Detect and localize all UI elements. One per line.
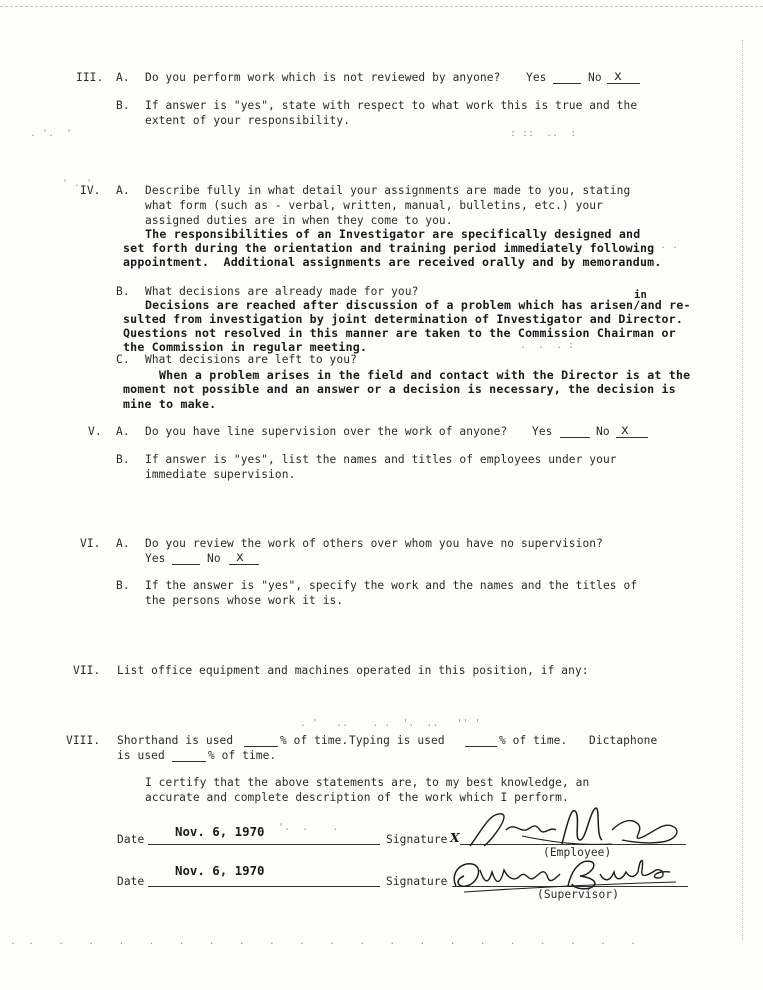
section-number-vii: VII. bbox=[73, 664, 101, 677]
typed-answer: Questions not resolved in this manner are taken to the Commission Chairman or bbox=[123, 326, 676, 340]
section-number-iv: IV. bbox=[80, 184, 101, 197]
question-text: Do you perform work which is not reviewed by anyone? bbox=[145, 71, 501, 84]
yes-blank bbox=[172, 564, 200, 565]
typed-answer: moment not possible and an answer or a decision is necessary, the decision is bbox=[123, 382, 676, 396]
question-text: If answer is "yes", list the names and titles of employees under your bbox=[145, 453, 617, 466]
question-text: Do you have line supervision over the work of anyone? bbox=[145, 425, 508, 438]
no-checkmark: x bbox=[621, 423, 629, 438]
question-text: the persons whose work it is. bbox=[145, 594, 344, 607]
shorthand-label: Shorthand is used bbox=[117, 734, 234, 747]
question-text: What decisions are left to you? bbox=[145, 353, 357, 366]
item-letter: A. bbox=[116, 184, 130, 197]
typed-answer: the Commission in regular meeting. bbox=[123, 340, 368, 354]
typed-answer: Decisions are reached after discussion of a problem which has arisen/and re- bbox=[145, 298, 691, 312]
yes-label: Yes bbox=[145, 552, 166, 565]
item-letter: B. bbox=[116, 99, 130, 112]
dictaphone-blank bbox=[172, 761, 206, 762]
yes-label: Yes bbox=[532, 425, 553, 438]
no-label: No bbox=[207, 552, 221, 565]
date-label: Date bbox=[117, 833, 145, 846]
date-value: Nov. 6, 1970 bbox=[175, 824, 265, 839]
scan-speckle: ' . ' bbox=[62, 178, 93, 189]
date-label: Date bbox=[117, 875, 145, 888]
no-blank bbox=[229, 564, 259, 565]
question-text: Do you review the work of others over whom you have no supervision? bbox=[145, 537, 603, 550]
typed-answer: appointment. Additional assignments are received orally and by memorandum. bbox=[123, 255, 662, 269]
no-label: No bbox=[596, 425, 610, 438]
typed-answer: When a problem arises in the field and contact with the Director is at the bbox=[159, 368, 691, 382]
x-mark: X bbox=[450, 830, 460, 845]
typed-answer: sulted from investigation by joint determination of Investigator and Director. bbox=[123, 312, 684, 326]
certification-text: I certify that the above statements are, to my best knowledge, an bbox=[145, 776, 590, 789]
item-letter: A. bbox=[116, 537, 130, 550]
item-letter: A. bbox=[116, 71, 130, 84]
item-letter: C. bbox=[116, 353, 130, 366]
employee-caption: (Employee) bbox=[543, 846, 612, 859]
supervisor-caption: (Supervisor) bbox=[537, 888, 620, 901]
item-letter: B. bbox=[116, 285, 130, 298]
dictaphone-label: Dictaphone bbox=[589, 734, 658, 747]
question-text: what form (such as - verbal, written, manual, bulletins, etc.) your bbox=[145, 199, 603, 212]
no-label: No bbox=[588, 71, 602, 84]
date-line bbox=[148, 886, 380, 887]
question-text: extent of your responsibility. bbox=[145, 114, 351, 127]
question-text: Describe fully in what detail your assignments are made to you, stating bbox=[145, 184, 631, 197]
scan-speckle: . '. . . bbox=[260, 822, 339, 833]
yes-blank bbox=[553, 83, 581, 84]
scan-speckle: . '. ' bbox=[30, 128, 73, 139]
date-value: Nov. 6, 1970 bbox=[175, 863, 265, 878]
certification-text: accurate and complete description of the work which I perform. bbox=[145, 791, 569, 804]
question-text: assigned duties are in when they come to you. bbox=[145, 214, 453, 227]
is-used-label: is used bbox=[117, 749, 165, 762]
percent-label: % of time. bbox=[499, 734, 568, 747]
item-letter: A. bbox=[116, 425, 130, 438]
no-checkmark: x bbox=[236, 550, 244, 565]
typed-answer: mine to make. bbox=[123, 397, 217, 411]
signature-label: Signature bbox=[386, 875, 448, 888]
percent-label: % of time. bbox=[208, 749, 277, 762]
item-letter: B. bbox=[116, 453, 130, 466]
page-edge-right bbox=[742, 40, 743, 940]
section-number-v: V. bbox=[88, 425, 102, 438]
section-number-viii: VIII. bbox=[66, 734, 101, 747]
question-text: List office equipment and machines operated in this position, if any: bbox=[117, 664, 589, 677]
percent-label: % of time. bbox=[280, 734, 349, 747]
scan-speckle: . . . . . . . . . . . . . . . . . . . . . . bbox=[10, 936, 637, 947]
shorthand-blank bbox=[244, 746, 278, 747]
question-text: If answer is "yes", state with respect to what work this is true and the bbox=[145, 99, 638, 112]
handwritten-insertion: in bbox=[634, 289, 648, 301]
yes-label: Yes bbox=[526, 71, 547, 84]
no-checkmark: x bbox=[614, 69, 622, 84]
scan-speckle: . . bbox=[660, 240, 679, 251]
scan-speckle: . . . : bbox=[520, 340, 575, 351]
no-blank bbox=[607, 83, 640, 84]
item-letter: B. bbox=[116, 579, 130, 592]
scan-speckle: . ' .. . . '. .. '' ' bbox=[300, 718, 481, 729]
typed-answer: set forth during the orientation and training period immediately following bbox=[123, 241, 655, 255]
yes-blank bbox=[560, 437, 590, 438]
question-text: If the answer is "yes", specify the work and the names and the titles of bbox=[145, 579, 638, 592]
section-number-iii: III. bbox=[76, 71, 104, 84]
signature-label: Signature bbox=[386, 833, 448, 846]
typing-blank bbox=[465, 746, 497, 747]
question-text: What decisions are already made for you? bbox=[145, 285, 419, 298]
date-line bbox=[148, 844, 380, 845]
page-edge-top bbox=[0, 6, 763, 7]
typing-label: Typing is used bbox=[349, 734, 445, 747]
question-text: immediate supervision. bbox=[145, 468, 296, 481]
section-number-vi: VI. bbox=[80, 537, 101, 550]
typed-answer: The responsibilities of an Investigator are specifically designed and bbox=[145, 227, 641, 241]
scan-speckle: : :: .. : bbox=[510, 128, 577, 139]
